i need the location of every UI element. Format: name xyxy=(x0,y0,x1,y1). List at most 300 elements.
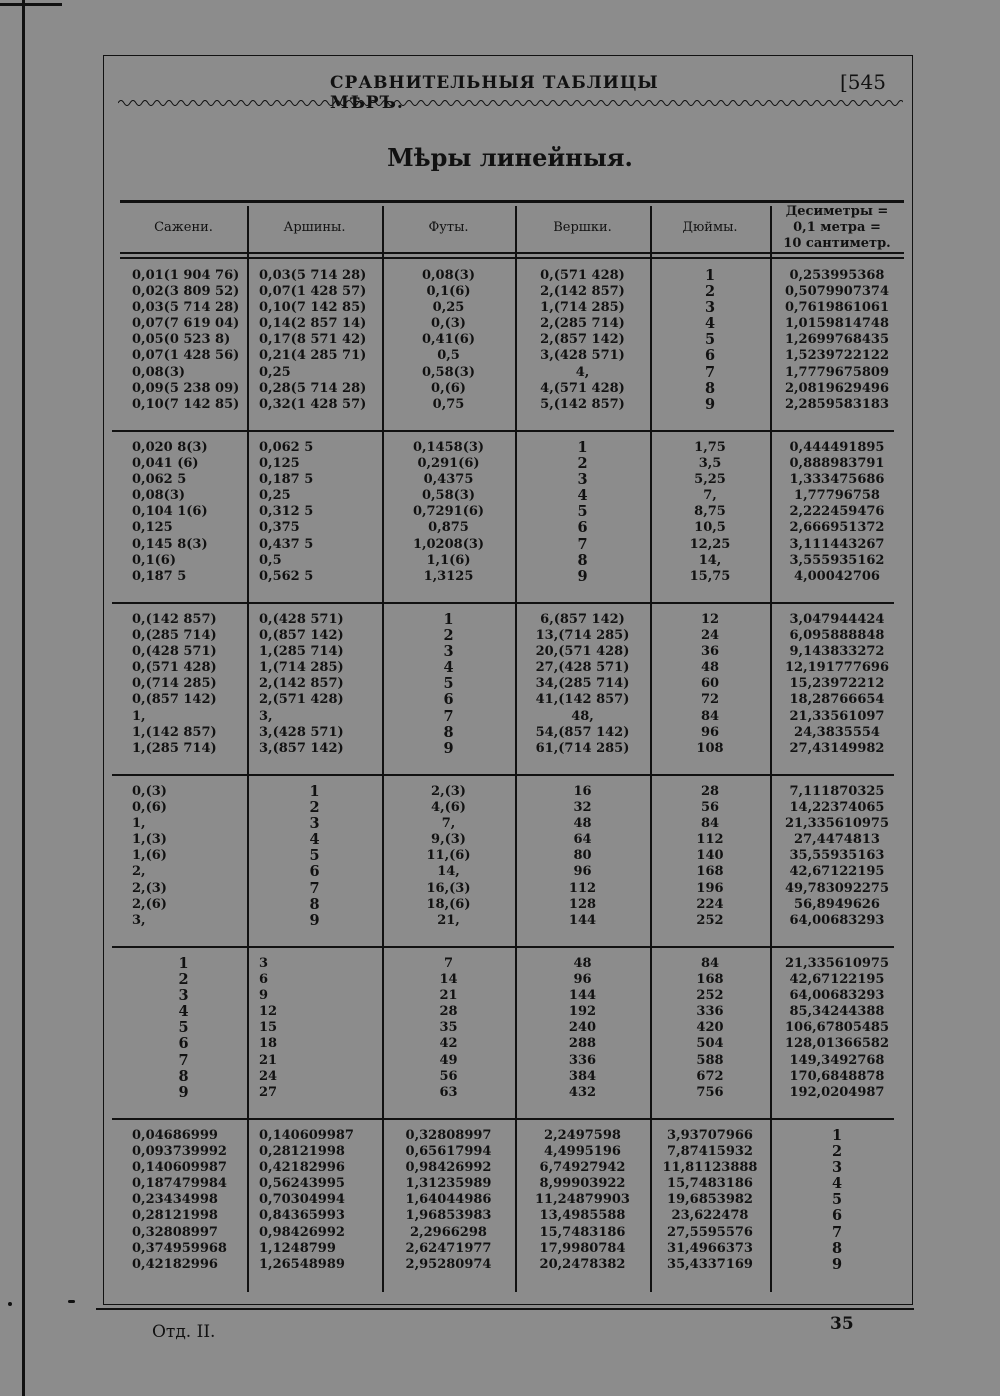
page-number: [545 xyxy=(840,70,886,94)
block-2-vershki-column xyxy=(515,440,650,585)
table-cell: 6 xyxy=(577,519,588,537)
table-cell: 5 xyxy=(831,1191,843,1209)
table-cell: 9 xyxy=(704,395,716,413)
table-cell: 112 xyxy=(696,832,724,848)
table-cell: 27,(428 571) xyxy=(535,660,630,676)
table-cell: 0,25 xyxy=(259,488,291,504)
block-1-duimy-column xyxy=(650,268,770,413)
header-bottom-rule-2 xyxy=(120,257,904,259)
table-cell: 48 xyxy=(573,816,592,832)
table-cell: 0,07(7 619 04) xyxy=(132,316,240,332)
table-cell: 6 xyxy=(831,1207,843,1225)
table-cell: 5 xyxy=(577,503,588,521)
block-divider xyxy=(112,946,894,948)
table-cell: 224 xyxy=(696,896,724,912)
table-cell: 19,6853982 xyxy=(667,1192,753,1208)
table-cell: 18 xyxy=(259,1036,278,1052)
table-cell: 0,09(5 238 09) xyxy=(132,380,240,396)
table-cell: 84 xyxy=(700,708,720,724)
table-cell: 504 xyxy=(696,1036,724,1052)
table-cell: 1,2699768435 xyxy=(784,332,890,348)
ornamental-wavy-rule xyxy=(118,96,903,110)
block-4-futy-column xyxy=(382,784,515,929)
table-cell: 9 xyxy=(259,988,269,1004)
block-5-arshiny-column xyxy=(259,956,378,1101)
table-cell: 8 xyxy=(831,1239,843,1257)
table-cell: 7 xyxy=(831,1223,843,1241)
table-cell: 0,5 xyxy=(437,348,460,364)
print-speck xyxy=(68,1300,75,1303)
table-cell: 3,047944424 xyxy=(789,612,885,627)
table-cell: 7 xyxy=(309,879,320,897)
table-cell: 1,0159814748 xyxy=(784,316,890,332)
table-cell: 64,00683293 xyxy=(789,912,885,928)
table-cell: 34,(285 714) xyxy=(535,676,630,692)
table-cell: 6,74927942 xyxy=(539,1160,626,1176)
table-cell: 85,34244388 xyxy=(789,1004,885,1020)
table-cell: 96 xyxy=(573,972,592,988)
table-cell: 192 xyxy=(568,1004,597,1020)
table-cell: 0,21(4 285 71) xyxy=(259,348,367,364)
table-cell: 2 xyxy=(178,971,189,989)
table-cell: 2,0819629496 xyxy=(784,380,890,396)
table-cell: 8 xyxy=(178,1067,189,1085)
table-cell: 6,095888848 xyxy=(789,628,885,644)
table-cell: 0,32808997 xyxy=(405,1128,492,1143)
table-cell: 6 xyxy=(259,972,269,988)
table-cell: 0,58(3) xyxy=(421,488,475,504)
table-cell: 17,9980784 xyxy=(539,1240,626,1256)
table-cell: 9 xyxy=(178,1083,189,1101)
table-cell: 27,5595576 xyxy=(667,1224,753,1240)
table-cell: 2 xyxy=(831,1143,843,1161)
table-cell: 4 xyxy=(704,315,716,333)
table-cell: 3,93707966 xyxy=(667,1128,753,1143)
table-cell: 2,2497598 xyxy=(544,1128,621,1143)
table-cell: 0,42182996 xyxy=(132,1256,218,1272)
table-cell: 2,62471977 xyxy=(405,1240,492,1256)
table-cell: 18,(6) xyxy=(426,896,471,912)
table-cell: 0,145 8(3) xyxy=(132,536,208,552)
table-cell: 0,(285 714) xyxy=(132,628,217,644)
table-cell: 14,22374065 xyxy=(789,800,885,816)
table-cell: 0,41(6) xyxy=(421,332,475,348)
table-cell: 4,00042706 xyxy=(794,568,880,584)
table-cell: 12,191777696 xyxy=(784,660,890,676)
table-cell: 27,43149982 xyxy=(789,740,885,756)
table-cell: 64 xyxy=(573,832,592,848)
col-head-arshiny: Аршины. xyxy=(283,220,346,235)
table-cell: 1,(3) xyxy=(132,832,167,848)
table-cell: 0,(3) xyxy=(431,316,466,332)
table-cell: 0,1(6) xyxy=(132,552,176,568)
table-cell: 336 xyxy=(696,1004,724,1020)
block-5-sazheni-column xyxy=(120,956,247,1101)
table-cell: 0,01(1 904 76) xyxy=(132,268,240,283)
table-cell: 14, xyxy=(437,864,460,880)
page-edge-tick xyxy=(0,3,62,6)
table-cell: 128 xyxy=(568,896,597,912)
table-cell: 0,187479984 xyxy=(132,1176,227,1192)
table-cell: 6,(857 142) xyxy=(540,612,625,627)
table-cell: 11,24879903 xyxy=(535,1192,630,1208)
table-cell: 0,5 xyxy=(259,552,282,568)
block-3-sazheni-column xyxy=(132,612,243,757)
table-cell: 24 xyxy=(700,628,720,644)
table-cell: 1 xyxy=(577,439,588,456)
table-cell: 72 xyxy=(700,692,720,708)
header-bottom-rule xyxy=(120,252,904,254)
table-cell: 252 xyxy=(696,912,724,928)
table-cell: 0,58(3) xyxy=(421,364,475,380)
table-cell: 4 xyxy=(443,659,454,677)
block-2-arshiny-column xyxy=(259,440,378,585)
table-cell: 56,8949626 xyxy=(794,896,880,912)
table-cell: 168 xyxy=(696,972,724,988)
block-1-sazheni-column xyxy=(132,268,243,413)
table-cell: 3 xyxy=(443,643,454,661)
table-cell: 0,125 xyxy=(132,520,173,536)
table-cell: 0,04686999 xyxy=(132,1128,218,1143)
table-cell: 1,(714 285) xyxy=(259,660,344,676)
table-cell: 7, xyxy=(441,816,456,832)
table-cell: 2,(285 714) xyxy=(540,316,625,332)
table-cell: 0,7291(6) xyxy=(412,504,485,520)
table-cell: 1, xyxy=(132,708,146,724)
table-cell: 3, xyxy=(132,912,146,928)
table-cell: 0,84365993 xyxy=(259,1208,345,1224)
table-cell: 252 xyxy=(696,988,724,1004)
table-cell: 1 xyxy=(443,611,454,628)
table-cell: 3 xyxy=(178,987,189,1005)
table-cell: 0,253995368 xyxy=(789,268,885,283)
table-cell: 5 xyxy=(704,331,716,349)
table-cell: 588 xyxy=(696,1052,724,1068)
col-head-duimy: Дюймы. xyxy=(682,220,738,235)
table-cell: 0,42182996 xyxy=(259,1160,345,1176)
table-cell: 1,96853983 xyxy=(405,1208,492,1224)
table-cell: 0,020 8(3) xyxy=(132,440,208,455)
table-cell: 3,(428 571) xyxy=(259,724,344,740)
table-cell: 5 xyxy=(309,847,320,865)
table-cell: 0,03(5 714 28) xyxy=(132,300,240,316)
table-cell: 0,10(7 142 85) xyxy=(132,396,240,412)
table-cell: 0,093739992 xyxy=(132,1144,227,1160)
block-6-arshiny-column xyxy=(259,1128,378,1273)
block-3-vershki-column xyxy=(515,612,650,757)
table-cell: 0,875 xyxy=(428,520,469,536)
block-3-decimetry-column xyxy=(770,612,904,757)
table-cell: 144 xyxy=(568,912,597,928)
table-cell: 0,08(3) xyxy=(132,364,186,380)
table-cell: 20,2478382 xyxy=(539,1256,626,1272)
table-cell: 0,312 5 xyxy=(259,504,314,520)
table-cell: 3, xyxy=(259,708,273,724)
block-6-duimy-column xyxy=(650,1128,770,1273)
table-cell: 2,2859583183 xyxy=(784,396,890,412)
table-cell: 15,75 xyxy=(689,568,731,584)
table-cell: 0,25 xyxy=(259,364,291,380)
table-cell: 41,(142 857) xyxy=(535,692,630,708)
block-2-futy-column xyxy=(382,440,515,585)
table-cell: 18,28766654 xyxy=(789,692,885,708)
table-cell: 0,1(6) xyxy=(426,284,471,300)
table-cell: 31,4966373 xyxy=(667,1240,753,1256)
table-cell: 0,75 xyxy=(432,396,465,412)
table-cell: 56 xyxy=(700,800,720,816)
table-cell: 196 xyxy=(696,880,724,896)
table-cell: 0,140609987 xyxy=(132,1160,227,1176)
table-cell: 1,(142 857) xyxy=(132,724,217,740)
block-2-duimy-column xyxy=(650,440,770,585)
table-cell: 11,81123888 xyxy=(662,1160,758,1176)
table-cell: 1,3125 xyxy=(423,568,474,584)
table-cell: 0,98426992 xyxy=(405,1160,492,1176)
table-cell: 0,(857 142) xyxy=(132,692,217,708)
col-head-vershki: Вершки. xyxy=(553,220,612,235)
table-cell: 9 xyxy=(577,567,588,585)
table-cell: 0,5079907374 xyxy=(784,284,890,300)
table-cell: 4, xyxy=(575,364,590,380)
table-cell: 112 xyxy=(568,880,597,896)
table-cell: 10,5 xyxy=(694,520,726,536)
table-cell: 5 xyxy=(178,1019,189,1037)
table-cell: 5,25 xyxy=(694,472,726,488)
table-cell: 1,75 xyxy=(694,440,726,455)
table-cell: 3 xyxy=(831,1159,843,1177)
table-cell: 0,56243995 xyxy=(259,1176,345,1192)
table-cell: 0,10(7 142 85) xyxy=(259,300,367,316)
table-cell: 16,(3) xyxy=(426,880,471,896)
table-cell: 84 xyxy=(700,816,720,832)
table-cell: 21, xyxy=(437,912,460,928)
table-top-rule xyxy=(120,200,904,203)
table-cell: 24,3835554 xyxy=(794,724,880,740)
table-cell: 35,55935163 xyxy=(789,848,885,864)
table-cell: 0,08(3) xyxy=(132,488,186,504)
table-cell: 2 xyxy=(577,455,588,473)
table-cell: 8 xyxy=(577,551,588,569)
table-cell: 0,7619861061 xyxy=(784,300,890,316)
block-3-duimy-column xyxy=(650,612,770,757)
block-4-sazheni-column xyxy=(132,784,243,929)
table-cell: 336 xyxy=(568,1052,597,1068)
table-cell: 0,375 xyxy=(259,520,300,536)
block-5-decimetry-column xyxy=(770,956,904,1101)
table-cell: 3 xyxy=(704,299,716,317)
block-2-decimetry-column xyxy=(770,440,904,585)
table-cell: 21,335610975 xyxy=(784,956,890,971)
table-cell: 0,104 1(6) xyxy=(132,504,208,520)
col-head-sazheni: Сажени. xyxy=(154,220,213,235)
table-cell: 168 xyxy=(696,864,724,880)
table-cell: 0,23434998 xyxy=(132,1192,218,1208)
footer-signature-number: 35 xyxy=(830,1314,854,1334)
table-cell: 2,(3) xyxy=(132,880,167,896)
table-cell: 2,(142 857) xyxy=(540,284,625,300)
table-cell: 0,03(5 714 28) xyxy=(259,268,367,283)
table-cell: 0,187 5 xyxy=(259,472,314,488)
block-6-futy-column xyxy=(382,1128,515,1273)
block-6-vershki-column xyxy=(515,1128,650,1273)
table-cell: 7 xyxy=(443,707,454,725)
table-cell: 0,291(6) xyxy=(417,456,480,472)
table-cell: 0,(714 285) xyxy=(132,676,217,692)
table-cell: 149,3492768 xyxy=(789,1052,885,1068)
table-cell: 0,02(3 809 52) xyxy=(132,284,240,300)
table-cell: 0,1458(3) xyxy=(412,440,485,455)
col-head-decimetry: Десиметры = 0,1 метра = 10 сантиметр. xyxy=(783,204,891,251)
table-cell: 3 xyxy=(577,471,588,489)
table-cell: 6 xyxy=(443,691,454,709)
block-1-arshiny-column xyxy=(259,268,378,413)
table-cell: 4 xyxy=(309,831,320,849)
table-cell: 63 xyxy=(439,1084,458,1100)
table-cell: 23,622478 xyxy=(671,1208,749,1224)
table-cell: 192,0204987 xyxy=(789,1084,885,1100)
table-cell: 6 xyxy=(309,863,320,881)
table-cell: 1 xyxy=(178,955,189,972)
print-speck xyxy=(8,1302,12,1306)
table-cell: 28 xyxy=(700,784,720,799)
table-cell: 0,(142 857) xyxy=(132,612,217,627)
table-cell: 20,(571 428) xyxy=(535,644,630,660)
block-divider xyxy=(112,1118,894,1120)
table-cell: 0,32(1 428 57) xyxy=(259,396,367,412)
table-cell: 8,75 xyxy=(694,504,726,520)
table-cell: 27 xyxy=(259,1084,278,1100)
table-cell: 21,33561097 xyxy=(789,708,885,724)
table-cell: 0,4375 xyxy=(423,472,474,488)
table-cell: 42 xyxy=(439,1036,458,1052)
table-cell: 0,437 5 xyxy=(259,536,314,552)
block-5-duimy-column xyxy=(650,956,770,1101)
block-1-decimetry-column xyxy=(770,268,904,413)
table-cell: 0,70304994 xyxy=(259,1192,345,1208)
table-cell: 4,(571 428) xyxy=(540,380,625,396)
table-cell: 4 xyxy=(831,1175,843,1193)
block-1-vershki-column xyxy=(515,268,650,413)
table-cell: 420 xyxy=(696,1020,724,1036)
table-cell: 11,(6) xyxy=(426,848,471,864)
table-cell: 5 xyxy=(443,675,454,693)
table-cell: 16 xyxy=(573,784,592,799)
table-cell: 61,(714 285) xyxy=(535,740,630,756)
table-cell: 0,562 5 xyxy=(259,568,314,584)
table-cell: 0,08(3) xyxy=(421,268,475,283)
block-5-futy-column xyxy=(382,956,515,1101)
table-cell: 1,77796758 xyxy=(794,488,880,504)
table-cell: 2,222459476 xyxy=(789,504,885,520)
table-cell: 9,(3) xyxy=(431,832,466,848)
table-cell: 0,444491895 xyxy=(789,440,885,455)
table-cell: 7, xyxy=(703,488,717,504)
table-cell: 15 xyxy=(259,1020,278,1036)
table-cell: 2,(857 142) xyxy=(540,332,625,348)
table-cell: 170,6848878 xyxy=(789,1068,885,1084)
table-cell: 13,(714 285) xyxy=(535,628,630,644)
table-cell: 0,(3) xyxy=(132,784,167,799)
table-cell: 8 xyxy=(309,895,320,913)
table-cell: 35,4337169 xyxy=(667,1256,753,1272)
table-cell: 9 xyxy=(831,1255,843,1273)
table-cell: 0,(571 428) xyxy=(540,268,625,283)
table-cell: 2,(3) xyxy=(431,784,466,799)
table-cell: 21 xyxy=(439,988,458,1004)
table-cell: 1,64044986 xyxy=(405,1192,492,1208)
block-3-arshiny-column xyxy=(259,612,378,757)
block-5-vershki-column xyxy=(515,956,650,1101)
table-cell: 12 xyxy=(259,1004,278,1020)
table-cell: 56 xyxy=(439,1068,458,1084)
table-cell: 27,4474813 xyxy=(794,832,880,848)
table-cell: 0,(428 571) xyxy=(132,644,217,660)
table-cell: 756 xyxy=(696,1084,724,1100)
table-cell: 2,666951372 xyxy=(789,520,885,536)
table-cell: 96 xyxy=(573,864,592,880)
table-cell: 0,041 (6) xyxy=(132,456,199,472)
table-cell: 1,5239722122 xyxy=(784,348,890,364)
table-cell: 3,5 xyxy=(698,456,722,472)
block-divider xyxy=(112,430,894,432)
table-cell: 1,(6) xyxy=(132,848,167,864)
table-cell: 7 xyxy=(704,363,716,381)
table-cell: 7,111870325 xyxy=(789,784,885,799)
table-cell: 7 xyxy=(577,535,588,553)
table-cell: 1,1248799 xyxy=(259,1240,336,1256)
table-cell: 2 xyxy=(704,283,716,301)
table-cell: 1,7779675809 xyxy=(784,364,890,380)
table-cell: 4,4995196 xyxy=(544,1144,621,1160)
block-6-decimetry-column xyxy=(770,1128,904,1273)
table-cell: 0,062 5 xyxy=(132,472,187,488)
table-cell: 9 xyxy=(309,911,320,929)
table-cell: 288 xyxy=(568,1036,597,1052)
table-cell: 1,31235989 xyxy=(405,1176,492,1192)
table-cell: 0,140609987 xyxy=(259,1128,354,1143)
table-cell: 8 xyxy=(443,723,454,741)
table-cell: 2,(142 857) xyxy=(259,676,344,692)
frame-bottom-rule xyxy=(96,1308,914,1310)
table-cell: 9 xyxy=(443,739,454,757)
table-cell: 15,7483186 xyxy=(539,1224,626,1240)
table-cell: 7 xyxy=(178,1051,189,1069)
table-cell: 0,32808997 xyxy=(132,1224,218,1240)
table-cell: 108 xyxy=(696,740,724,756)
table-cell: 0,07(1 428 56) xyxy=(132,348,240,364)
block-3-futy-column xyxy=(382,612,515,757)
table-cell: 384 xyxy=(568,1068,597,1084)
table-cell: 7 xyxy=(443,956,454,971)
block-6-sazheni-column xyxy=(132,1128,243,1273)
table-cell: 3,555935162 xyxy=(789,552,885,568)
block-4-vershki-column xyxy=(515,784,650,929)
table-cell: 1 xyxy=(704,267,716,284)
table-cell: 3,(857 142) xyxy=(259,740,344,756)
table-cell: 42,67122195 xyxy=(789,864,885,880)
table-cell: 60 xyxy=(700,676,720,692)
table-cell: 0,062 5 xyxy=(259,440,314,455)
table-cell: 432 xyxy=(568,1084,597,1100)
table-cell: 32 xyxy=(573,800,592,816)
table-cell: 1,333475686 xyxy=(789,472,885,488)
table-cell: 0,888983791 xyxy=(789,456,885,472)
table-cell: 12,25 xyxy=(689,536,731,552)
table-cell: 0,28121998 xyxy=(259,1144,345,1160)
table-cell: 7,87415932 xyxy=(667,1144,753,1160)
table-cell: 35 xyxy=(439,1020,458,1036)
table-cell: 4 xyxy=(178,1003,189,1021)
